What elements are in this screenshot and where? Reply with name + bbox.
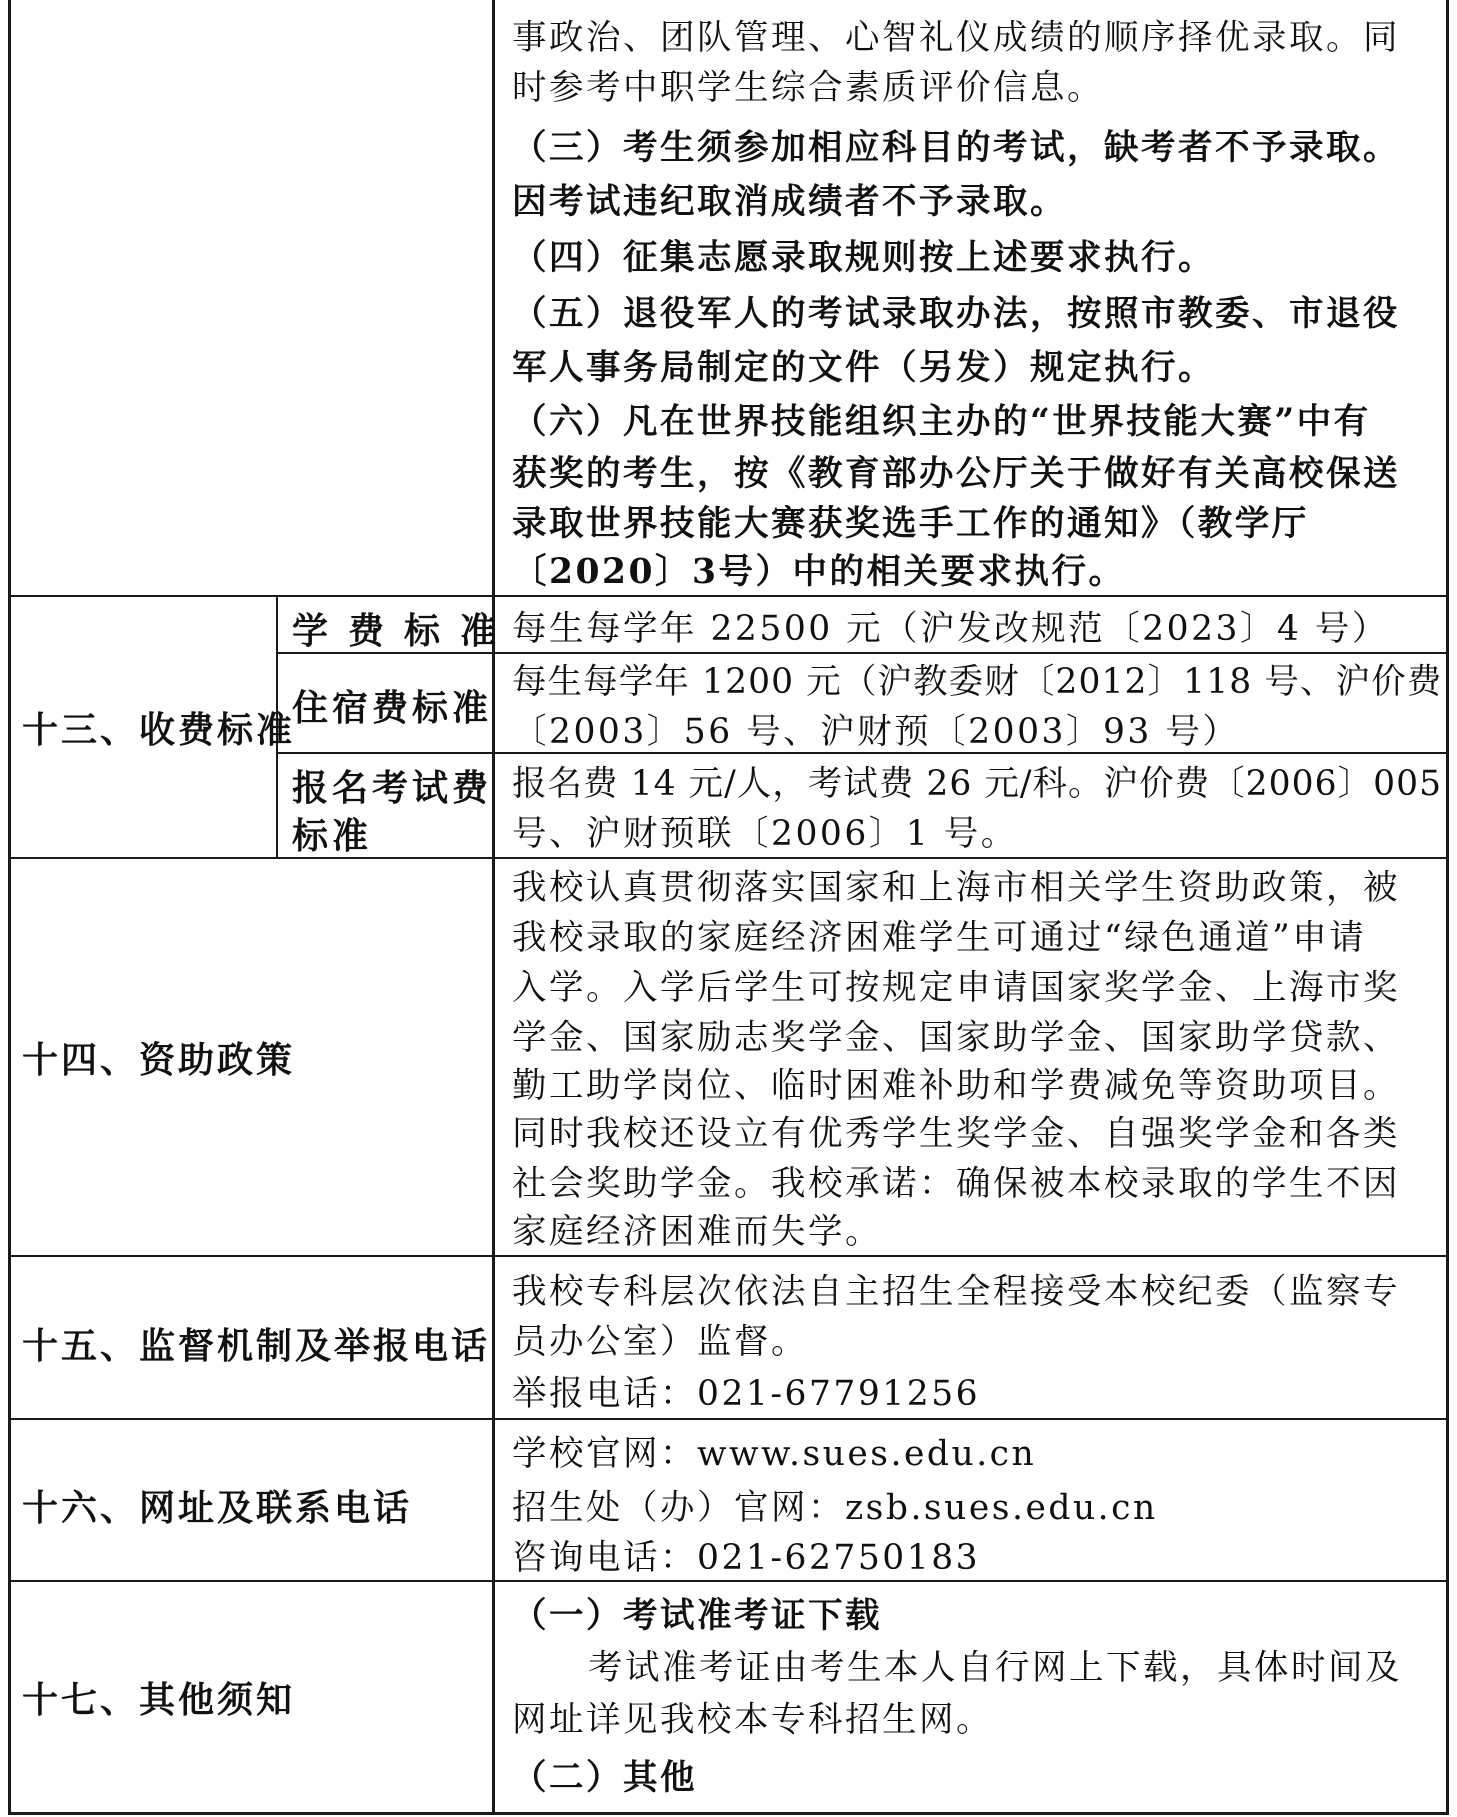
aid-line1: 我校认真贯彻落实国家和上海市相关学生资助政策，被 [512,868,1400,908]
admission-p6-line2: 获奖的考生，按《教育部办公厅关于做好有关高校保送 [512,454,1400,494]
admissions-website[interactable]: 招生处（办）官网：zsb.sues.edu.cn [512,1488,1158,1528]
other-line2: 网址详见我校本专科招生网。 [512,1700,993,1740]
aid-line2: 我校录取的家庭经济困难学生可通过“绿色通道”申请 [512,918,1367,958]
tuition-value: 每生每学年 22500 元（沪发改规范〔2023〕4 号） [512,609,1389,649]
aid-section-label: 十四、资助政策 [22,1039,296,1081]
aid-line4: 学金、国家励志奖学金、国家助学金、国家助学贷款、 [512,1018,1400,1058]
other-section-label: 十七、其他须知 [22,1679,296,1721]
admission-p4-line1: （四）征集志愿录取规则按上述要求执行。 [512,238,1215,278]
other-heading-2: （二）其他 [512,1758,697,1798]
table-border-right [1446,0,1449,1815]
aid-line6: 同时我校还设立有优秀学生奖学金、自强奖学金和各类 [512,1114,1400,1154]
admission-p1-line2: 时参考中职学生综合素质评价信息。 [512,68,1104,108]
tuition-label: 学费标准 [292,610,517,652]
admission-p5-line2: 军人事务局制定的文件（另发）规定执行。 [512,348,1215,388]
admission-p5-line1: （五）退役军人的考试录取办法，按照市教委、市退役 [512,294,1400,334]
exam-fee-value-line2: 号、沪财预联〔2006〕1 号。 [512,814,1018,854]
supervision-line1: 我校专科层次依法自主招生全程接受本校纪委（监察专 [512,1272,1400,1312]
admission-p3-line2: 因考试违纪取消成绩者不予录取。 [512,182,1067,222]
contact-section-label: 十六、网址及联系电话 [22,1487,413,1529]
supervision-section-label: 十五、监督机制及举报电话 [22,1325,491,1367]
exam-fee-label-line1: 报名考试费 [292,767,493,809]
exam-fee-label-line2: 标准 [292,815,373,857]
housing-label: 住宿费标准 [292,687,493,729]
table-border-left [8,0,11,1815]
housing-value-line2: 〔2003〕56 号、沪财预〔2003〕93 号） [512,712,1240,752]
admission-p6-line4: 〔2020〕3号）中的相关要求执行。 [512,552,1126,592]
other-heading-1: （一）考试准考证下载 [512,1596,882,1636]
admission-p1-line1: 事政治、团队管理、心智礼仪成绩的顺序择优录取。同 [512,18,1400,58]
other-line1: 考试准考证由考生本人自行网上下载，具体时间及 [588,1648,1402,1688]
exam-fee-value-line1: 报名费 14 元/人，考试费 26 元/科。沪价费〔2006〕005 [512,764,1443,804]
inquiry-phone: 咨询电话：021-62750183 [512,1538,981,1578]
supervision-line2: 员办公室）监督。 [512,1322,808,1362]
school-website[interactable]: 学校官网：www.sues.edu.cn [512,1434,1037,1474]
report-phone: 举报电话：021-67791256 [512,1374,981,1414]
aid-line3: 入学。入学后学生可按规定申请国家奖学金、上海市奖 [512,968,1400,1008]
housing-value-line1: 每生每学年 1200 元（沪教委财〔2012〕118 号、沪价费 [512,662,1443,702]
table-border-bottom [8,1812,1449,1815]
admission-p6-line3: 录取世界技能大赛获奖选手工作的通知》（教学厅 [512,504,1309,544]
fees-section-label: 十三、收费标准 [22,709,296,751]
admission-p6-line1: （六）凡在世界技能组织主办的“世界技能大赛”中有 [512,402,1371,442]
admission-p3-line1: （三）考生须参加相应科目的考试，缺考者不予录取。 [512,128,1400,168]
column-divider [492,0,495,1815]
aid-line8: 家庭经济困难而失学。 [512,1212,882,1252]
aid-line7: 社会奖助学金。我校承诺：确保被本校录取的学生不因 [512,1164,1400,1204]
aid-line5: 勤工助学岗位、临时困难补助和学费减免等资助项目。 [512,1066,1400,1106]
